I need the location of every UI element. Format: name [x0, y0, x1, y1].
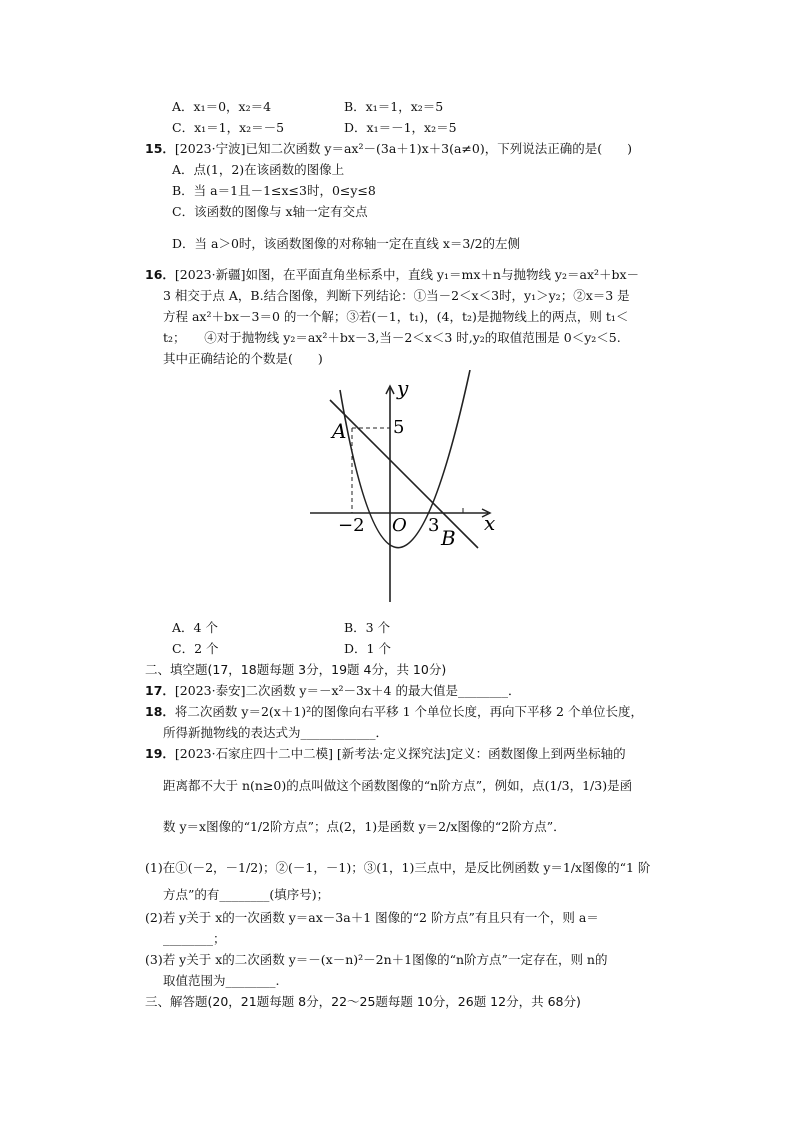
q14-option-b: B．x₁＝1，x₂＝5: [344, 99, 444, 114]
q15-number: 15．: [145, 141, 175, 156]
label-x: x: [484, 511, 496, 535]
q19-line-3: 数 y＝x图像的“1/2阶方点”；点(2，1)是函数 y＝2/x图像的“2阶方点”．: [163, 819, 566, 834]
q18-line-2: 所得新抛物线的表达式为____________．: [163, 725, 389, 740]
q19-part2-line-1: (2)若 y关于 x的一次函数 y＝ax－3a＋1 图像的“2 阶方点”有且只有一个，则 a＝: [145, 910, 599, 925]
q16-option-d: D．1 个: [344, 641, 391, 656]
q16-line-2: 3 相交于点 A，B.结合图像，判断下列结论：①当－2＜x＜3时，y₁＞y₂；②x＝3 是: [163, 288, 630, 303]
q16-line-4: t₂； ④对于抛物线 y₂＝ax²＋bx－3,当－2＜x＜3 时,y₂的取值范围是 0＜y₂＜5.: [163, 330, 621, 345]
q19-part3-line-2: 取值范围为________.: [163, 973, 280, 988]
q19-line-1: [145, 745, 626, 763]
q15-option-b: B．当 a＝1且－1≤x≤3时，0≤y≤8: [172, 183, 376, 198]
q16-option-b: B．3 个: [344, 620, 391, 635]
q16-number: 16．: [145, 267, 175, 282]
section-2-heading: 二、填空题(17，18题每题 3分，19题 4分，共 10分): [145, 662, 447, 677]
q17: [145, 682, 520, 700]
label-b: B: [441, 526, 456, 550]
q18-line-1-text: 将二次函数 y＝2(x＋1)²的图像向右平移 1 个单位长度，再向下平移 2 个单位长度，: [174, 704, 643, 719]
q18-line-1: [145, 703, 643, 721]
q15-option-d: D．当 a＞0时，该函数图像的对称轴一定在直线 x＝3/2的左侧: [172, 236, 521, 251]
label-5: 5: [393, 417, 405, 438]
q17-number: 17．: [145, 683, 175, 698]
label-a: A: [332, 419, 347, 443]
q16-line-1: [145, 266, 639, 284]
label-o: O: [392, 515, 407, 536]
q14-option-c: C．x₁＝1，x₂＝－5: [172, 120, 285, 135]
q17-text: [2023·泰安]二次函数 y＝－x²－3x＋4 的最大值是________．: [174, 683, 521, 698]
q15-option-c: C．该函数的图像与 x轴一定有交点: [172, 204, 368, 219]
q16-option-c: C．2 个: [172, 641, 219, 656]
q19-part2-line-2: ________；: [163, 931, 226, 946]
q16-line-1-text: [2023·新疆]如图，在平面直角坐标系中，直线 y₁＝mx＋n与抛物线 y₂＝ax²＋bx－: [174, 267, 640, 282]
q16-line-3: 方程 ax²＋bx－3＝0 的一个解；③若(－1，t₁)，(4，t₂)是抛物线上的两点，则 t₁＜: [163, 309, 629, 324]
q19-line-2: 距离都不大于 n(n≥0)的点叫做这个函数图像的“n阶方点”，例如，点(1/3，1/3)是函: [163, 778, 633, 793]
label-neg2: −2: [338, 515, 365, 536]
q19-number: 19．: [145, 746, 175, 761]
q16-option-a: A．4 个: [172, 620, 218, 635]
q15-option-a: A．点(1，2)在该函数的图像上: [172, 162, 345, 177]
q19-part1-line-2: 方点”的有________(填序号)；: [163, 887, 330, 902]
q14-option-a: A．x₁＝0，x₂＝4: [172, 99, 272, 114]
q19-part1-line-1: (1)在①(－2，－1/2)；②(－1，－1)；③(1，1)三点中，是反比例函数 y＝1/x图像的“1 阶: [145, 860, 651, 875]
q15-stem: [145, 140, 632, 158]
section-3-heading: 三、解答题(20，21题每题 8分，22～25题每题 10分，26题 12分，共 68分): [145, 994, 581, 1009]
q16-line-5: 其中正确结论的个数是( ): [163, 351, 323, 366]
q14-option-d: D．x₁＝－1，x₂＝5: [344, 120, 457, 135]
q19-part3-line-1: (3)若 y关于 x的二次函数 y＝－(x－n)²－2n＋1图像的“n阶方点”一定存在，则 n的: [145, 952, 608, 967]
q16-figure: [300, 370, 510, 610]
q18-number: 18．: [145, 704, 175, 719]
label-y: y: [397, 376, 409, 400]
q19-line-1-text: [2023·石家庄四十二中二模] [新考法·定义探究法]定义：函数图像上到两坐标轴的: [174, 746, 626, 761]
label-3: 3: [428, 515, 440, 536]
q15-stem-text: [2023·宁波]已知二次函数 y＝ax²－(3a＋1)x＋3(a≠0)，下列说法正确的是( ): [174, 141, 632, 156]
